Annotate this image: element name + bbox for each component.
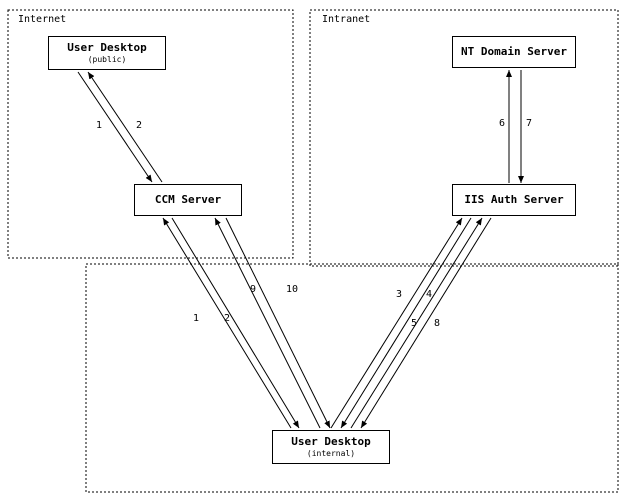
edge-label-6: 6 bbox=[499, 118, 506, 129]
node-user-desktop-public-title: User Desktop bbox=[67, 41, 147, 55]
edge-label-1-public: 1 bbox=[96, 120, 103, 131]
arrow-10-ccm-to-internal bbox=[226, 218, 330, 428]
intranet-zone-label: Intranet bbox=[322, 14, 371, 25]
node-iis-auth-server-title: IIS Auth Server bbox=[464, 192, 564, 206]
edge-label-3: 3 bbox=[396, 289, 403, 300]
edge-label-9: 9 bbox=[250, 284, 257, 295]
arrow-4-iis-to-internal bbox=[341, 218, 471, 428]
arrow-9-internal-to-ccm bbox=[215, 218, 320, 428]
node-ccm-server[interactable] bbox=[134, 184, 242, 216]
internet-zone-label: Internet bbox=[18, 14, 67, 25]
arrow-2-ccm-to-internal bbox=[172, 218, 299, 428]
node-user-desktop-internal-title: User Desktop bbox=[291, 435, 371, 449]
edge-label-10: 10 bbox=[286, 284, 299, 295]
node-user-desktop-public[interactable] bbox=[48, 36, 166, 70]
node-user-desktop-internal-subtitle: (internal) bbox=[306, 448, 356, 458]
edge-label-8: 8 bbox=[434, 318, 441, 329]
edge-label-2-internal: 2 bbox=[224, 313, 231, 324]
node-user-desktop-internal[interactable] bbox=[272, 430, 390, 464]
arrow-8-iis-to-internal bbox=[361, 218, 491, 428]
node-user-desktop-public-subtitle: (public) bbox=[87, 54, 127, 64]
arrow-3-internal-to-iis bbox=[331, 218, 462, 428]
node-iis-auth-server[interactable] bbox=[452, 184, 576, 216]
edge-label-2-public: 2 bbox=[136, 120, 143, 131]
edge-label-1-internal: 1 bbox=[193, 313, 200, 324]
edge-label-5: 5 bbox=[411, 318, 418, 329]
edge-label-4: 4 bbox=[426, 289, 433, 300]
node-nt-domain-server[interactable] bbox=[452, 36, 576, 68]
edge-label-7: 7 bbox=[526, 118, 533, 129]
node-nt-domain-server-title: NT Domain Server bbox=[461, 44, 567, 58]
node-ccm-server-title: CCM Server bbox=[154, 192, 222, 206]
